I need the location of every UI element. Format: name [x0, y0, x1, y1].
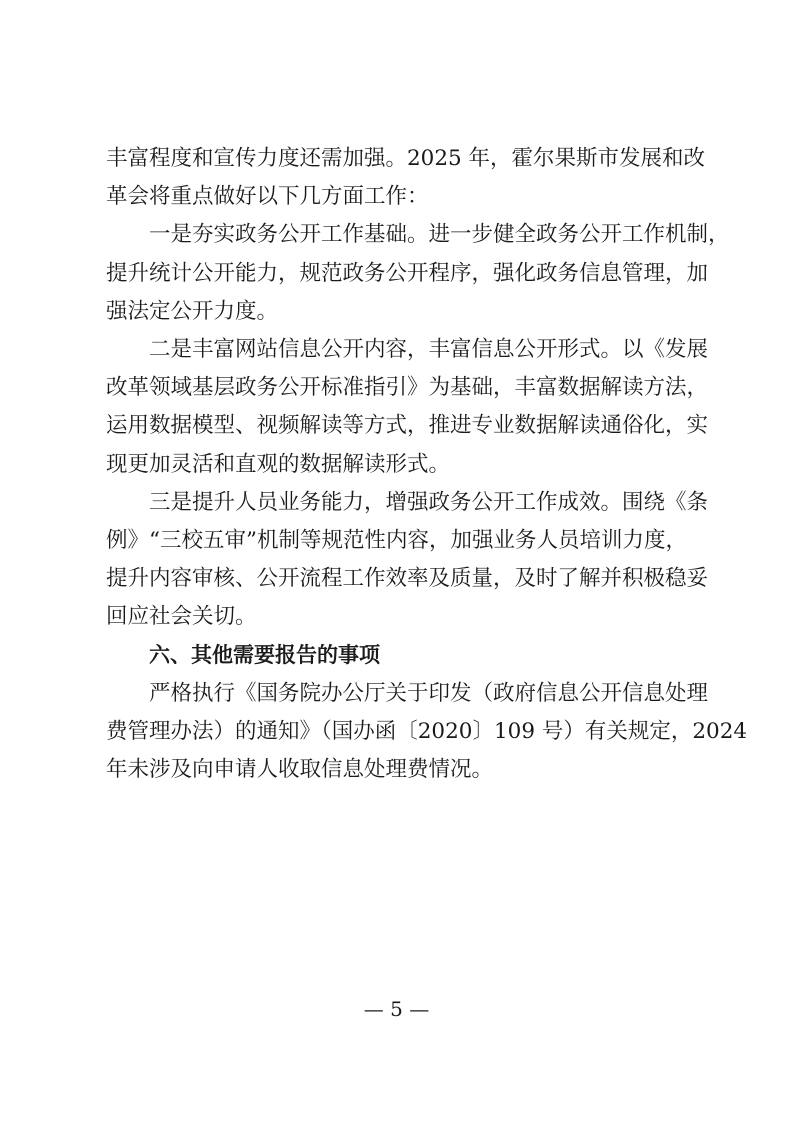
paragraph-first-line: 二是丰富网站信息公开内容，丰富信息公开形式。以《发展 — [149, 336, 709, 362]
body-line: 运用数据模型、视频解读等方式，推进专业数据解读通俗化，实 — [106, 413, 709, 439]
body-line: 费管理办法）的通知》（国办函〔2020〕109 号）有关规定，2024 — [106, 718, 748, 744]
paragraph-first-line: 三是提升人员业务能力，增强政务公开工作成效。围绕《条 — [149, 489, 709, 515]
page-number: — 5 — — [363, 997, 430, 1021]
body-line: 年未涉及向申请人收取信息处理费情况。 — [106, 757, 494, 782]
body-line: 强法定公开力度。 — [106, 298, 279, 324]
paragraph-first-line: 一是夯实政务公开工作基础。进一步健全政务公开工作机制， — [149, 222, 730, 248]
body-line: 回应社会关切。 — [106, 604, 257, 630]
body-line: 提升统计公开能力，规范政务公开程序，强化政务信息管理，加 — [106, 260, 709, 286]
body-line: 现更加灵活和直观的数据解读形式。 — [106, 451, 451, 477]
body-line: 改革领域基层政务公开标准指引》为基础，丰富数据解读方法， — [106, 375, 709, 401]
paragraph-first-line: 严格执行《国务院办公厅关于印发（政府信息公开信息处理 — [149, 680, 709, 706]
body-line: 革会将重点做好以下几方面工作： — [106, 184, 429, 210]
body-line: 提升内容审核、公开流程工作效率及质量，及时了解并积极稳妥 — [106, 566, 709, 592]
body-line: 丰富程度和宣传力度还需加强。2025 年，霍尔果斯市发展和改 — [106, 146, 706, 171]
document-body — [106, 140, 748, 789]
section-heading: 六、其他需要报告的事项 — [149, 643, 380, 668]
body-line: 例》“三校五审”机制等规范性内容，加强业务人员培训力度， — [106, 527, 687, 553]
